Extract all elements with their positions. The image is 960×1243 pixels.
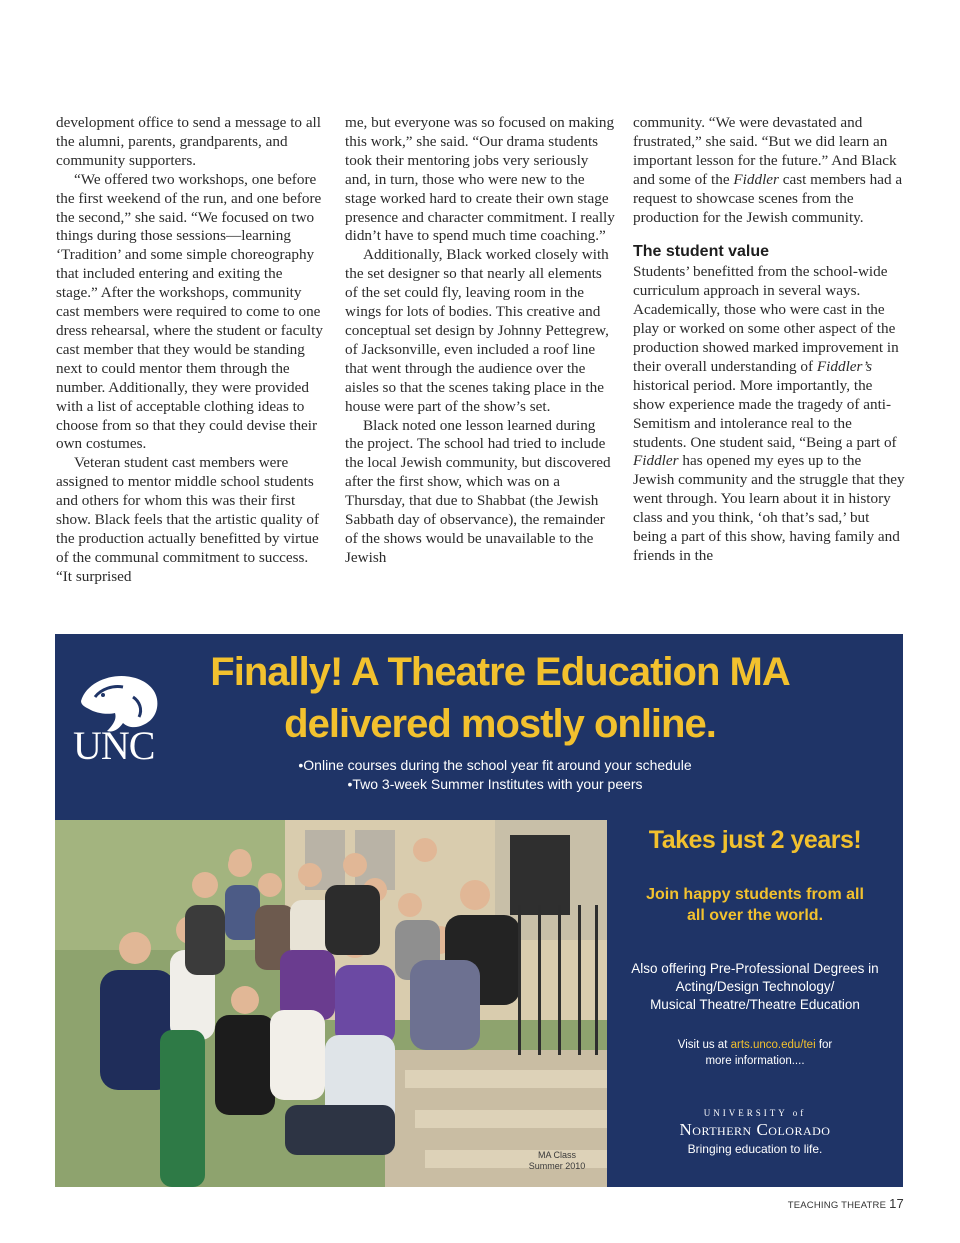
text-run: cast members had a request to showcase scenes from the production for the Jewish community. <box>633 170 903 226</box>
ad-bullets <box>235 756 755 794</box>
magazine-name: TEACHING THEATRE <box>787 1200 887 1211</box>
ad-tagline: Takes just 2 years! <box>648 826 862 854</box>
text-line <box>647 1038 863 1054</box>
group-photo-image <box>55 820 607 1187</box>
bullet-item: •Two 3-week Summer Institutes with your peers <box>347 776 643 792</box>
page-number: 17 <box>889 1196 904 1211</box>
paragraph: “We offered two workshops, one before the first weekend of the run, and one before the second,” she said. “We focused on two things during those sessions—learning ‘Tradition’ and some simple choreography that included entering and exiting the stage.” After the workshops, community cast members were required to come to one dress rehearsal, where the student or faculty cast member that they would be standing next to could mentor them through the number. Additionally, they were provided with a list of acceptable clothing ideas to choose from so that they could devise their own costumes. <box>56 170 323 453</box>
text-line: Musical Theatre/Theatre Education <box>650 997 860 1012</box>
text-run: Students’ benefitted from the school-wide curriculum approach in several ways. Academically, those who were cast in the play or worked on some other aspect of the production showed marked improvement in their overall understanding of <box>633 263 899 375</box>
paragraph <box>633 114 905 227</box>
article-column-3 <box>633 114 905 566</box>
text-line: Also offering Pre-Professional Degrees in <box>631 961 879 976</box>
bullet-item: •Online courses during the school year fit around your schedule <box>298 757 692 773</box>
italic-title: Fiddler’s <box>816 357 873 375</box>
text-run: historical period. More importantly, the show experience made the tragedy of anti-Semitism and intolerance real to the students. One student said, “Being a part of <box>633 376 897 451</box>
ad-join-text <box>627 884 883 926</box>
caption-line: MA Class <box>537 1150 576 1160</box>
university-tagline: Bringing education to life. <box>687 1142 823 1156</box>
paragraph: Black noted one lesson learned during the project. The school had tried to include the local Jewish community, but discovered after the first show, which was on a Thursday, that due to Shabbat (the Jewish Sabbath day of observance), the remainder of the shows would be unavailable to the Jewish <box>345 416 611 566</box>
italic-title: Fiddler <box>733 170 779 188</box>
text-run: Visit us at <box>677 1039 731 1051</box>
article-column-2 <box>345 114 617 568</box>
paragraph: me, but everyone was so focused on making this work,” she said. “Our drama students took their mentoring jobs very seriously and, in turn, those who were new to the stage worked hard to create their own stage presence and character commitment. I really didn’t have to spend much time coaching.” <box>345 114 615 245</box>
headline-line: delivered mostly online. <box>284 702 716 746</box>
ad-visit-text <box>647 1038 863 1069</box>
text-run: community. “We were devastated and frustrated,” she said. “But we did learn an important lesson for the future.” And Black and some of the <box>633 114 897 188</box>
text-run: has opened my eyes up to the Jewish community and the struggle that they went through. You learn about it in history class and you think, ‘oh that’s sad,’ but being a part of this show, having family and friends in the <box>633 452 905 564</box>
text-line: more information.... <box>705 1054 805 1067</box>
text-line: Acting/Design Technology/ <box>675 979 835 994</box>
advertisement <box>55 634 903 1187</box>
paragraph: Additionally, Black worked closely with the set designer so that nearly all elements of the set could fly, leaving room in the wings for lots of bodies. This creative and conceptual set design by Johnny Pettegrew, of Jacksonville, even included a roof line that went through the audience over the aisles so that the scenes taking place in the house were part of the show’s set. <box>345 246 609 415</box>
university-label: UNIVERSITY of <box>703 1108 807 1118</box>
page-footer <box>788 1196 904 1211</box>
text-run: for <box>815 1039 833 1051</box>
paragraph: development office to send a message to all the alumni, parents, grandparents, and community supporters. <box>56 114 321 169</box>
headline-line: Finally! A Theatre Education MA <box>210 650 790 694</box>
ad-headline <box>165 646 835 750</box>
ad-header <box>55 634 903 818</box>
unc-logo-text: UNC <box>73 723 155 768</box>
photo-caption <box>525 1150 589 1172</box>
ad-right-panel <box>607 818 903 1187</box>
ad-degrees-text <box>617 960 893 1014</box>
text-line: all over the world. <box>686 907 824 924</box>
paragraph <box>633 263 905 566</box>
paragraph: Veteran student cast members were assigned to mentor middle school students and others for whom this was their first show. Black feels that the artistic quality of the production actually benefitted by virtue of the communal commitment to success. “It surprised <box>56 454 320 585</box>
article-column-1 <box>56 114 328 587</box>
group-photo <box>55 820 607 1187</box>
text-line: Join happy students from all <box>646 886 864 903</box>
website-link[interactable]: arts.unco.edu/tei <box>730 1039 816 1051</box>
italic-title: Fiddler <box>633 452 679 470</box>
section-subhead: The student value <box>633 243 770 261</box>
caption-line: Summer 2010 <box>528 1161 586 1171</box>
university-name: Northern Colorado <box>679 1120 831 1139</box>
